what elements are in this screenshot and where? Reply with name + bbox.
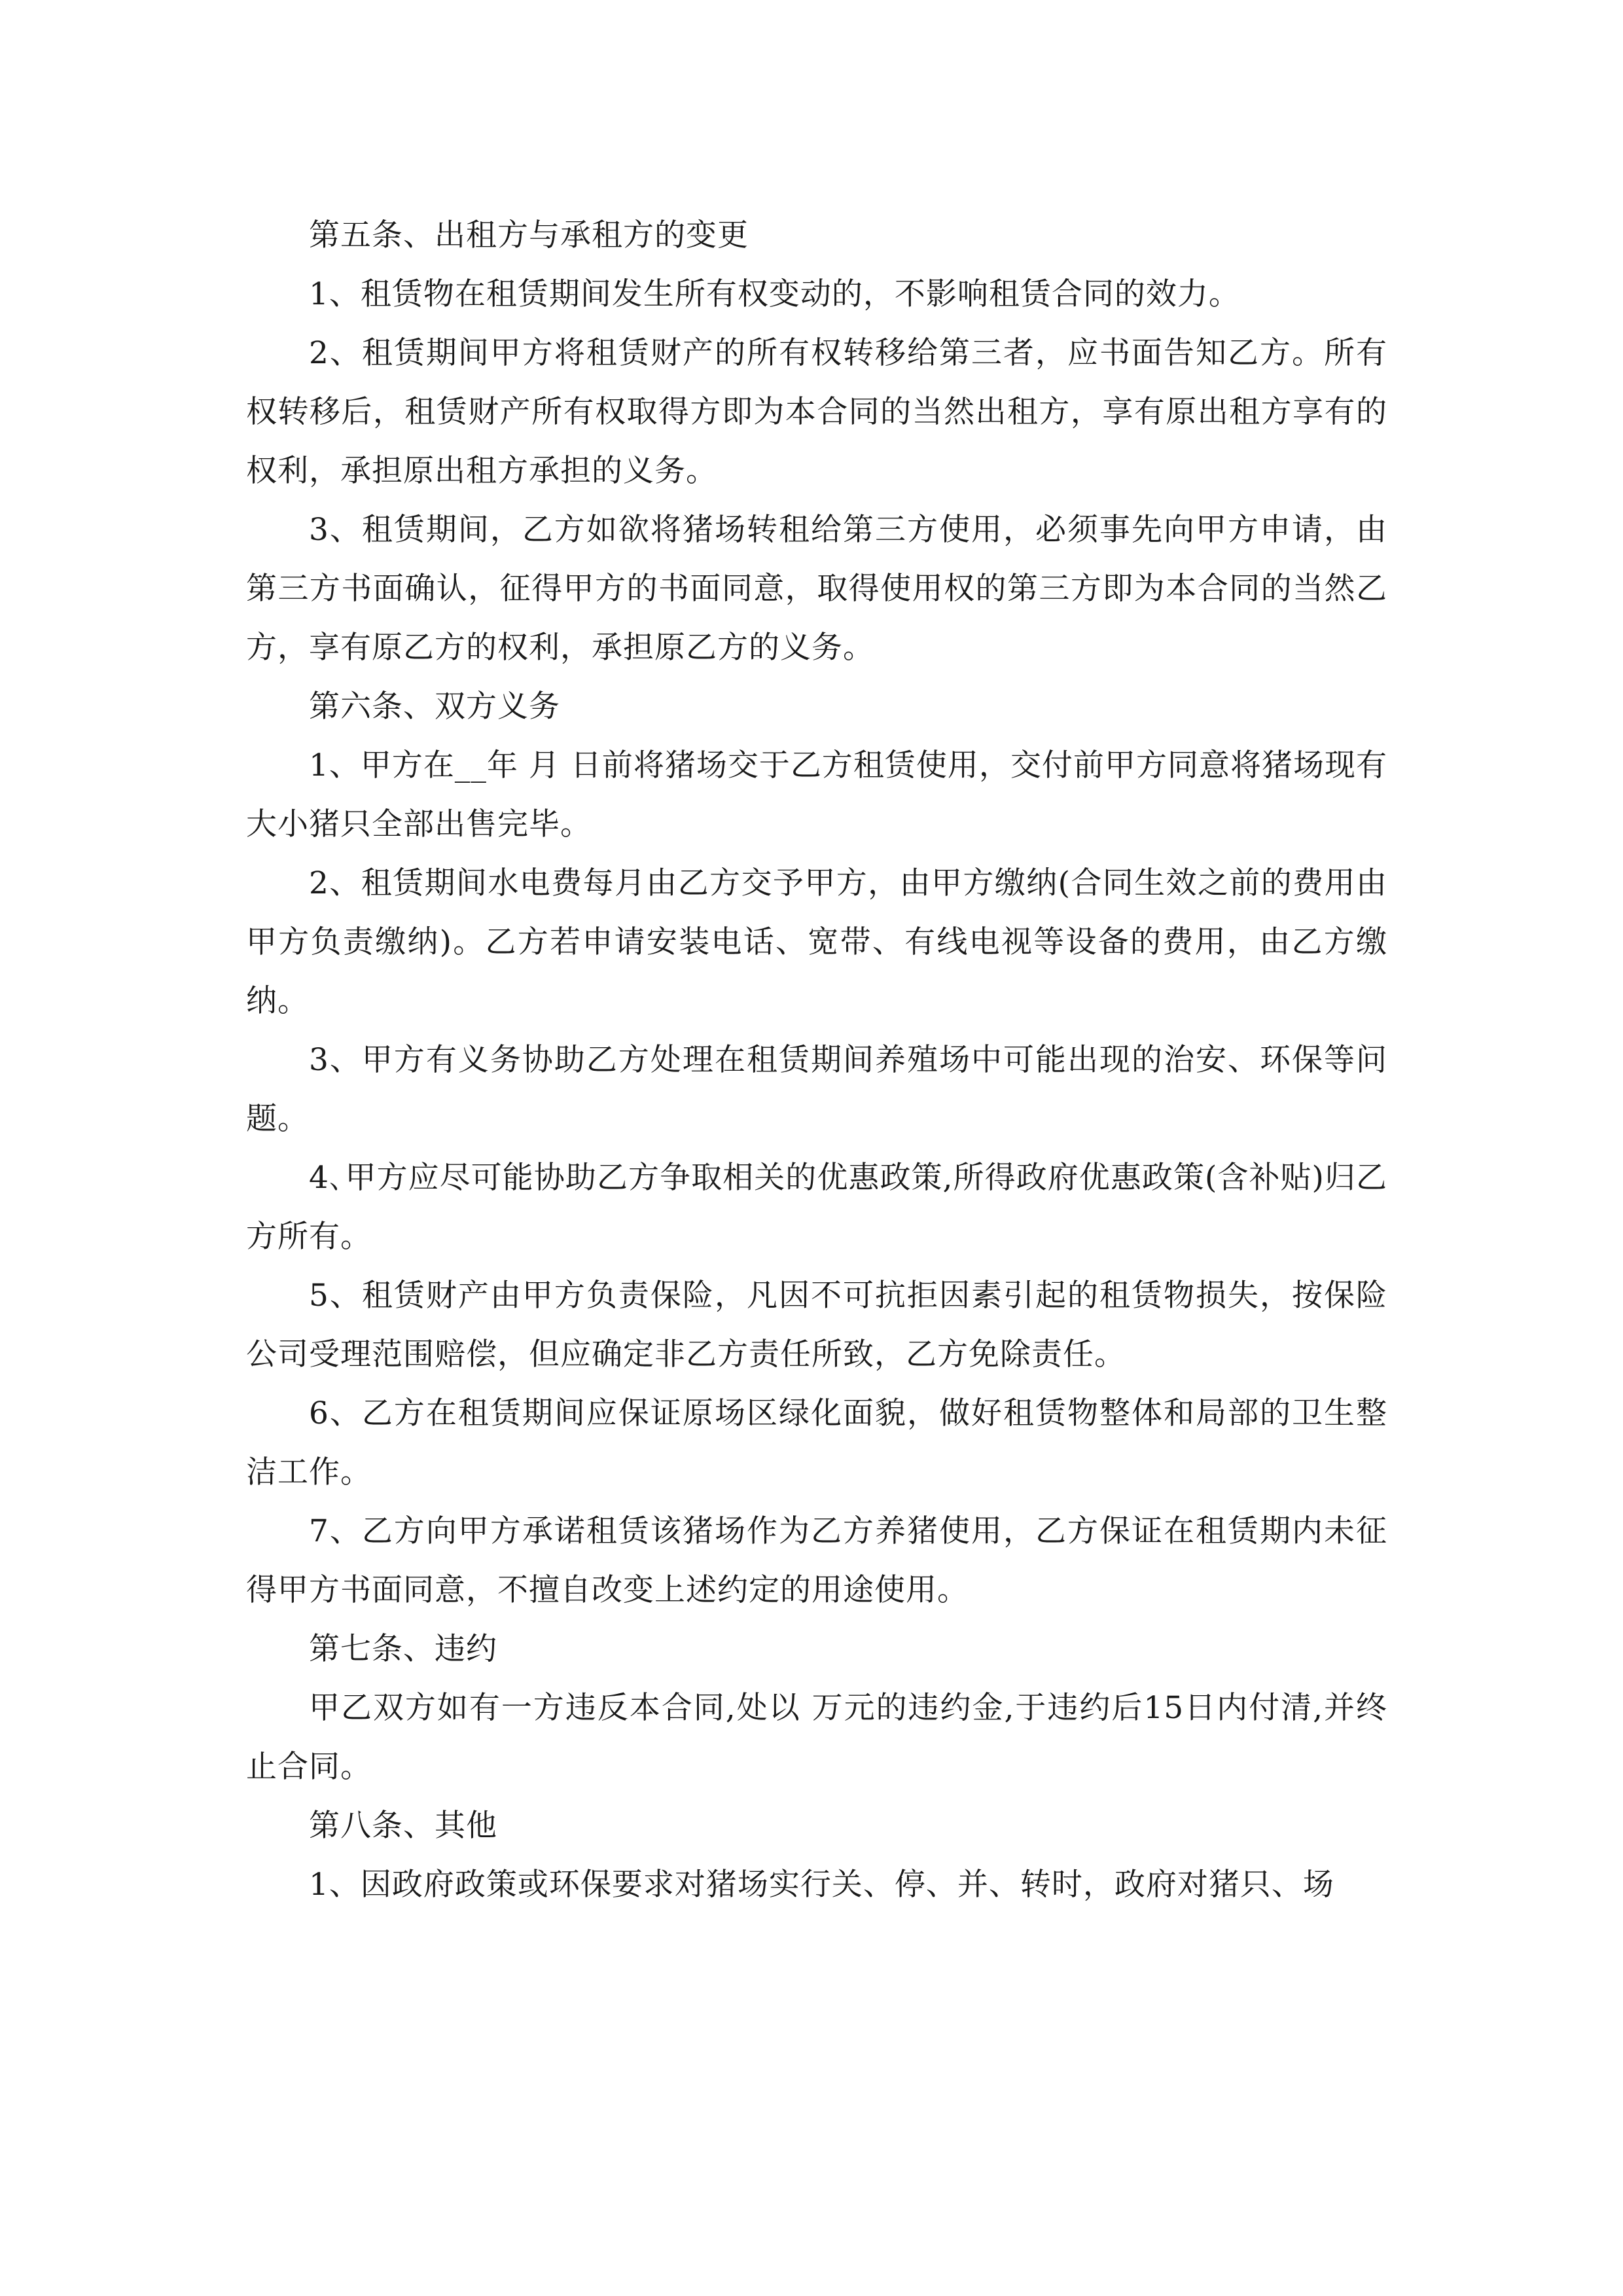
article-6-heading: 第六条、双方义务 [309,689,560,725]
article-6-clause-3: 3、甲方有义务协助乙方处理在租赁期间养殖场中可能出现的治安、环保等问题。 [246,1042,1387,1137]
article-7-text: 甲乙双方如有一方违反本合同,处以 万元的违约金,于违约后15日内付清,并终止合同。 [246,1690,1387,1785]
article-5-clause-1: 1、租赁物在租赁期间发生所有权变动的，不影响租赁合同的效力。 [309,276,1240,312]
article-6-clause-5: 5、租赁财产由甲方负责保险，凡因不可抗拒因素引起的租赁物损失，按保险公司受理范围赔偿，但应确定非乙方责任所致，乙方免除责任。 [246,1278,1387,1372]
article-5-clause-2: 2、租赁期间甲方将租赁财产的所有权转移给第三者，应书面告知乙方。所有权转移后，租赁财产所有权取得方即为本合同的当然出租方，享有原出租方享有的权利，承担原出租方承担的义务。 [246,335,1387,489]
document-body [246,206,1387,1914]
article-8-heading: 第八条、其他 [309,1808,497,1844]
article-6-clause-7: 7、乙方向甲方承诺租赁该猪场作为乙方养猪使用，乙方保证在租赁期内未征得甲方书面同意，不擅自改变上述约定的用途使用。 [246,1513,1387,1608]
article-5-clause-3: 3、租赁期间，乙方如欲将猪场转租给第三方使用，必须事先向甲方申请，由第三方书面确认，征得甲方的书面同意，取得使用权的第三方即为本合同的当然乙方，享有原乙方的权利，承担原乙方的义务。 [246,512,1387,666]
article-6-clause-6: 6、乙方在租赁期间应保证原场区绿化面貌，做好租赁物整体和局部的卫生整洁工作。 [246,1395,1387,1490]
article-8-clause-1: 1、因政府政策或环保要求对猪场实行关、停、并、转时，政府对猪只、场 [309,1867,1334,1903]
article-6-clause-2: 2、租赁期间水电费每月由乙方交予甲方，由甲方缴纳(合同生效之前的费用由甲方负责缴纳)。乙方若申请安装电话、宽带、有线电视等设备的费用，由乙方缴纳。 [246,865,1387,1019]
article-6-clause-1: 1、甲方在__年 月 日前将猪场交于乙方租赁使用，交付前甲方同意将猪场现有大小猪只全部出售完毕。 [246,747,1387,842]
article-7-heading: 第七条、违约 [309,1631,497,1667]
article-6-clause-4: 4､甲方应尽可能协助乙方争取相关的优惠政策,所得政府优惠政策(含补贴)归乙方所有。 [246,1160,1387,1255]
article-5-heading: 第五条、出租方与承租方的变更 [309,217,749,253]
